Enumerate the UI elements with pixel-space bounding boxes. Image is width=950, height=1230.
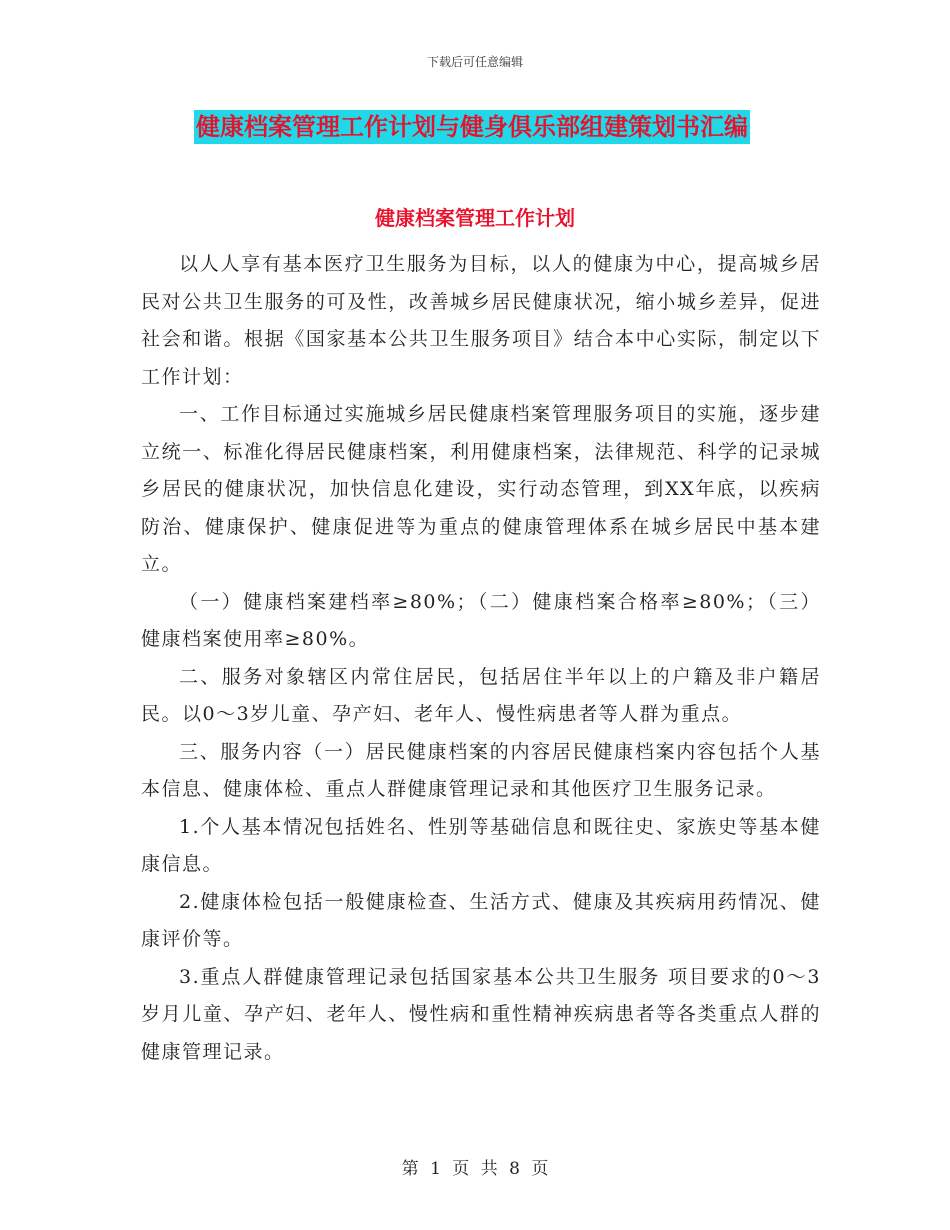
header-note: 下载后可任意编辑	[426, 55, 523, 69]
document-body	[141, 246, 821, 1071]
paragraph-item-2: 2.健康体检包括一般健康检查、生活方式、健康及其疾病用药情况、健康评价等。	[141, 890, 821, 950]
paragraph-service-content: 三、服务内容（一）居民健康档案的内容居民健康档案内容包括个人基本信息、健康体检、重点人群健康管理记录和其他医疗卫生服务记录。	[141, 740, 821, 800]
paragraph-targets: （一）健康档案建档率≥80%；（二）健康档案合格率≥80%；（三）健康档案使用率≥80%。	[141, 590, 821, 650]
paragraph-intro: 以人人享有基本医疗卫生服务为目标，以人的健康为中心，提高城乡居民对公共卫生服务的可及性，改善城乡居民健康状况，缩小城乡差异，促进社会和谐。根据《国家基本公共卫生服务项目》结合本中心实际，制定以下工作计划：	[141, 253, 821, 388]
section-title: 健康档案管理工作计划	[375, 206, 575, 230]
paragraph-item-3: 3.重点人群健康管理记录包括国家基本公共卫生服务 项目要求的0～3岁月儿童、孕产妇、老年人、慢性病和重性精神疾病患者等各类重点人群的健康管理记录。	[141, 965, 821, 1063]
paragraph-service-objects: 二、服务对象辖区内常住居民，包括居住半年以上的户籍及非户籍居民。以0～3岁儿童、孕产妇、老年人、慢性病患者等人群为重点。	[141, 665, 821, 725]
paragraph-goals: 一、工作目标通过实施城乡居民健康档案管理服务项目的实施，逐步建立统一、标准化得居民健康档案，利用健康档案，法律规范、科学的记录城乡居民的健康状况，加快信息化建设，实行动态管理，到XX年底，以疾病防治、健康保护、健康促进等为重点的健康管理体系在城乡居民中基本建立。	[141, 403, 821, 575]
page-footer: 第 1 页 共 8 页	[401, 1159, 549, 1179]
document-title: 健康档案管理工作计划与健身俱乐部组建策划书汇编	[194, 110, 750, 144]
paragraph-item-1: 1.个人基本情况包括姓名、性别等基础信息和既往史、家族史等基本健康信息。	[141, 815, 821, 875]
